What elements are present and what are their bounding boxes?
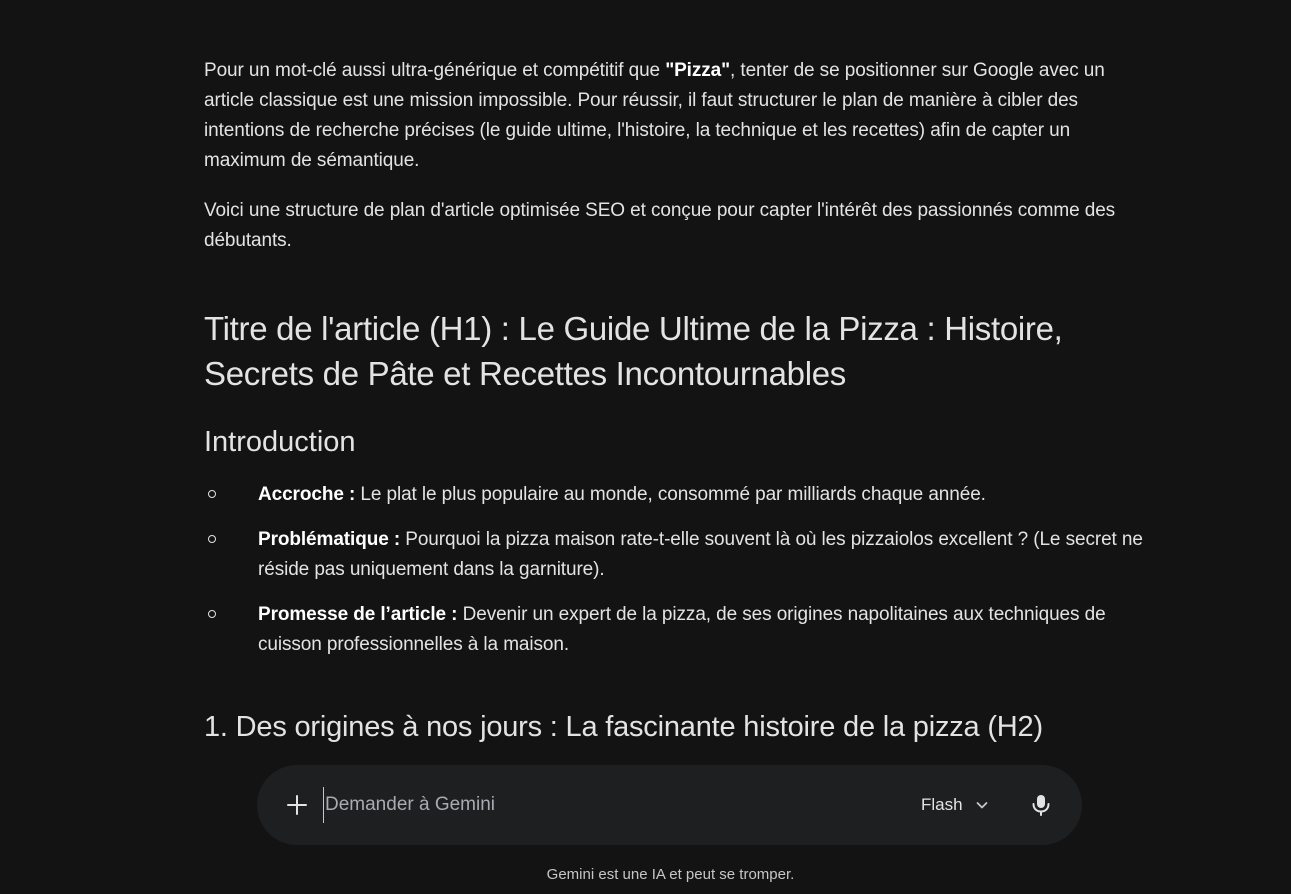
section-heading-h2: 1. Des origines à nos jours : La fascinante histoire de la pizza (H2) [204, 711, 1043, 743]
intro-paragraph-1 [204, 56, 1144, 176]
list-item-problematique [204, 525, 1144, 585]
list-item-promesse [204, 600, 1144, 660]
hollow-bullet-icon [208, 490, 216, 498]
keyword-pizza: "Pizza" [665, 60, 731, 81]
list-item-text: Le plat le plus populaire au monde, consommé par milliards chaque année. [355, 484, 986, 505]
list-item-label: Promesse de l’article : [258, 604, 458, 625]
prompt-input[interactable] [323, 787, 885, 823]
response-body [204, 56, 1144, 276]
microphone-icon [1030, 793, 1052, 817]
introduction-list [204, 480, 1144, 675]
list-item-label: Problématique : [258, 529, 401, 550]
hollow-bullet-icon [208, 610, 216, 618]
introduction-heading: Introduction [204, 426, 356, 458]
intro-paragraph-2: Voici une structure de plan d'article optimisée SEO et conçue pour capter l'intérêt des passionnés comme des débutants. [204, 200, 1116, 251]
disclaimer-text: Gemini est une IA et peut se tromper. [546, 866, 795, 883]
list-item-text: Devenir un expert de la pizza, de ses origines napolitaines aux techniques de cuisson professionnelles à la maison. [258, 604, 1106, 655]
article-title-h1: Titre de l'article (H1) : Le Guide Ultime de la Pizza : Histoire, Secrets de Pâte et Recettes Incontournables [204, 310, 1063, 392]
model-selector-button[interactable] [911, 787, 999, 823]
chevron-down-icon [975, 798, 989, 812]
intro-text-start: Pour un mot-clé aussi ultra-générique et compétitif que [204, 60, 666, 81]
model-label: Flash [921, 795, 963, 814]
intro-text-end: , tenter de se positionner sur Google avec un article classique est une mission impossible. Pour réussir, il faut structurer le plan de manière à cibler des intentions de recherche précises (le guide ultime, l'histoire, la technique et les recettes) afin de capter un maximum de sémantique. [204, 60, 1105, 171]
add-attachment-button[interactable] [277, 785, 317, 825]
plus-icon [285, 793, 309, 817]
list-item-text: Pourquoi la pizza maison rate-t-elle souvent là où les pizzaiolos excellent ? (Le secret ne réside pas uniquement dans la garniture). [258, 529, 1143, 580]
hollow-bullet-icon [208, 535, 216, 543]
prompt-composer [257, 765, 1082, 845]
voice-input-button[interactable] [1021, 785, 1061, 825]
list-item-accroche [204, 480, 1144, 510]
list-item-label: Accroche : [258, 484, 356, 505]
